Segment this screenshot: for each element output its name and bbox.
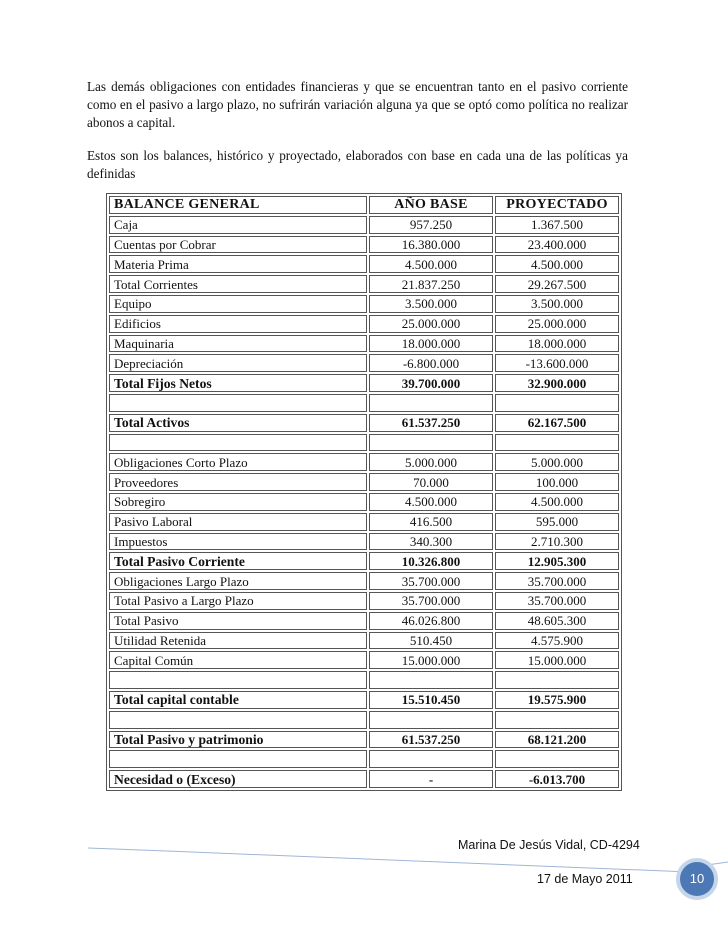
table-row [109,572,619,590]
row-ano-base-value: 10.326.800 [369,552,493,570]
row-proyectado-value: 68.121.200 [495,731,619,749]
row-ano-base-value [369,711,493,729]
row-label: Materia Prima [109,255,367,273]
row-label: Necesidad o (Exceso) [109,770,367,788]
table-row [109,236,619,254]
row-label: Capital Común [109,651,367,669]
table-row [109,434,619,452]
table-row [109,394,619,412]
row-proyectado-value: 18.000.000 [495,335,619,353]
row-label: Caja [109,216,367,234]
table-row [109,335,619,353]
row-ano-base-value [369,394,493,412]
row-label: Total Fijos Netos [109,374,367,392]
table-row [109,354,619,372]
row-ano-base-value: -6.800.000 [369,354,493,372]
table-row [109,691,619,709]
row-label [109,434,367,452]
row-label: Pasivo Laboral [109,513,367,531]
table-row [109,711,619,729]
row-proyectado-value: 3.500.000 [495,295,619,313]
row-label: Utilidad Retenida [109,632,367,650]
row-ano-base-value: 25.000.000 [369,315,493,333]
row-label: Total Corrientes [109,275,367,293]
row-ano-base-value [369,750,493,768]
row-label [109,711,367,729]
table-row [109,671,619,689]
table-row [109,552,619,570]
row-proyectado-value: 595.000 [495,513,619,531]
row-ano-base-value: 39.700.000 [369,374,493,392]
row-ano-base-value: 416.500 [369,513,493,531]
row-ano-base-value: 15.510.450 [369,691,493,709]
row-proyectado-value [495,671,619,689]
table-row [109,216,619,234]
table-row [109,632,619,650]
row-ano-base-value: 61.537.250 [369,414,493,432]
table-row [109,513,619,531]
table-row [109,493,619,511]
table-row [109,453,619,471]
footer-date: 17 de Mayo 2011 [537,872,633,886]
row-proyectado-value: 19.575.900 [495,691,619,709]
table-row [109,255,619,273]
row-ano-base-value: 4.500.000 [369,255,493,273]
row-label: Total capital contable [109,691,367,709]
row-proyectado-value: 1.367.500 [495,216,619,234]
row-proyectado-value: 35.700.000 [495,572,619,590]
paragraph-balances-intro: Estos son los balances, histórico y proyectado, elaborados con base en cada una de las políticas ya definidas [87,148,628,181]
row-ano-base-value: - [369,770,493,788]
row-label: Cuentas por Cobrar [109,236,367,254]
table-row [109,473,619,491]
table-row [109,533,619,551]
row-ano-base-value: 5.000.000 [369,453,493,471]
row-ano-base-value: 3.500.000 [369,295,493,313]
row-proyectado-value [495,394,619,412]
header-balance-general: BALANCE GENERAL [109,196,367,214]
table-header-row [109,196,619,214]
row-proyectado-value: 29.267.500 [495,275,619,293]
row-proyectado-value: 35.700.000 [495,592,619,610]
row-label: Impuestos [109,533,367,551]
row-proyectado-value: 2.710.300 [495,533,619,551]
row-proyectado-value: 48.605.300 [495,612,619,630]
header-proyectado: PROYECTADO [495,196,619,214]
row-label: Obligaciones Corto Plazo [109,453,367,471]
row-ano-base-value: 21.837.250 [369,275,493,293]
header-ano-base: AÑO BASE [369,196,493,214]
row-proyectado-value: 4.575.900 [495,632,619,650]
row-label: Sobregiro [109,493,367,511]
row-ano-base-value: 4.500.000 [369,493,493,511]
row-proyectado-value [495,434,619,452]
table-row [109,750,619,768]
row-proyectado-value: 25.000.000 [495,315,619,333]
row-label [109,394,367,412]
row-ano-base-value: 18.000.000 [369,335,493,353]
row-ano-base-value: 957.250 [369,216,493,234]
table-row [109,295,619,313]
row-label: Equipo [109,295,367,313]
table-row [109,315,619,333]
row-ano-base-value: 340.300 [369,533,493,551]
row-proyectado-value: 4.500.000 [495,493,619,511]
table-row [109,275,619,293]
row-proyectado-value [495,750,619,768]
row-proyectado-value: -13.600.000 [495,354,619,372]
row-ano-base-value: 35.700.000 [369,592,493,610]
table-row [109,592,619,610]
row-ano-base-value: 15.000.000 [369,651,493,669]
row-ano-base-value: 46.026.800 [369,612,493,630]
row-label: Maquinaria [109,335,367,353]
row-ano-base-value [369,434,493,452]
row-label [109,671,367,689]
row-ano-base-value: 61.537.250 [369,731,493,749]
row-ano-base-value: 70.000 [369,473,493,491]
row-proyectado-value: 12.905.300 [495,552,619,570]
row-ano-base-value: 35.700.000 [369,572,493,590]
row-label: Total Activos [109,414,367,432]
table-row [109,612,619,630]
row-ano-base-value [369,671,493,689]
row-proyectado-value [495,711,619,729]
row-label: Edificios [109,315,367,333]
row-proyectado-value: 15.000.000 [495,651,619,669]
footer-author: Marina De Jesús Vidal, CD-4294 [458,838,640,852]
row-label: Total Pasivo a Largo Plazo [109,592,367,610]
row-label: Proveedores [109,473,367,491]
table-row [109,374,619,392]
row-label: Total Pasivo Corriente [109,552,367,570]
table-row [109,414,619,432]
row-proyectado-value: 32.900.000 [495,374,619,392]
row-proyectado-value: -6.013.700 [495,770,619,788]
row-proyectado-value: 62.167.500 [495,414,619,432]
row-proyectado-value: 23.400.000 [495,236,619,254]
row-proyectado-value: 100.000 [495,473,619,491]
row-proyectado-value: 5.000.000 [495,453,619,471]
row-label: Total Pasivo [109,612,367,630]
row-label: Depreciación [109,354,367,372]
row-ano-base-value: 510.450 [369,632,493,650]
table-row [109,731,619,749]
row-proyectado-value: 4.500.000 [495,255,619,273]
row-label: Obligaciones Largo Plazo [109,572,367,590]
row-ano-base-value: 16.380.000 [369,236,493,254]
table-row [109,651,619,669]
page-number-badge: 10 [676,858,718,900]
row-label: Total Pasivo y patrimonio [109,731,367,749]
paragraph-obligaciones: Las demás obligaciones con entidades financieras y que se encuentran tanto en el pasivo corriente como en el pasivo a largo plazo, no sufrirán variación alguna ya que se optó como política no realizar abonos a capital. [87,79,628,130]
table-row [109,770,619,788]
row-label [109,750,367,768]
balance-general-table [106,193,622,791]
